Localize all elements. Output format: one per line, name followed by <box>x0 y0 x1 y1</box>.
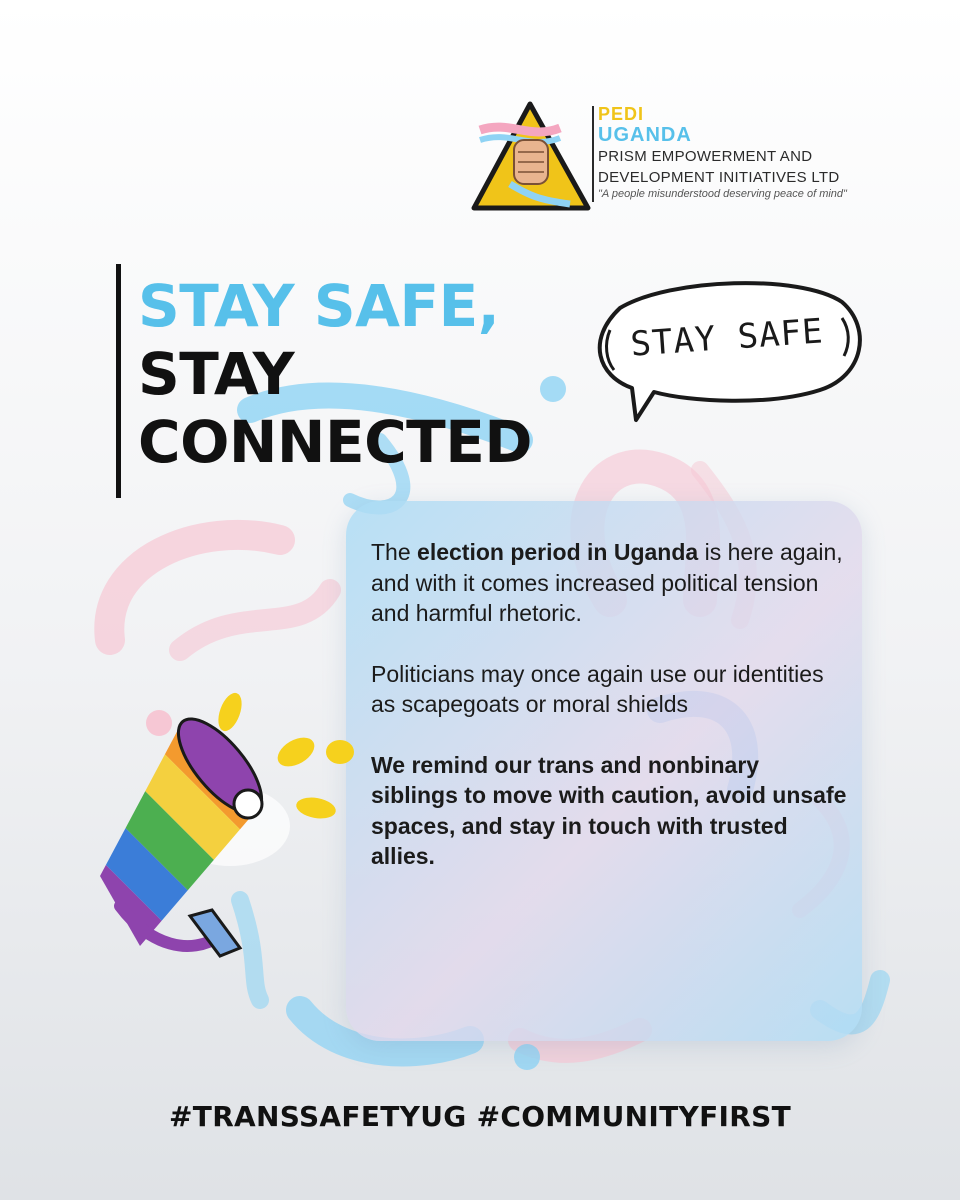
logo-name-pedi: PEDI <box>598 104 645 124</box>
logo-name-uganda: UGANDA <box>598 124 692 146</box>
logo-divider <box>592 106 594 202</box>
message-text <box>371 537 851 902</box>
headline-line-3: CONNECTED <box>138 408 532 476</box>
megaphone-icon <box>80 686 380 976</box>
headline-line-1: STAY SAFE, <box>138 272 500 340</box>
headline-accent-bar <box>116 264 121 498</box>
message-paragraph-3: We remind our trans and nonbinary siblings to move with caution, avoid unsafe spaces, and stay in touch with trusted allies. <box>371 751 847 869</box>
message-paragraph-1 <box>371 537 851 629</box>
logo-text <box>598 104 898 201</box>
message-paragraph-2: Politicians may once again use our identities as scapegoats or moral shields <box>371 660 824 717</box>
message-p1-bold: election period in Uganda <box>417 539 699 565</box>
headline <box>138 272 532 476</box>
logo-org-line1: PRISM EMPOWERMENT AND <box>598 148 813 165</box>
speech-bubble-text: STAY SAFE <box>629 311 825 365</box>
message-p1-post: is here again, and with it comes increased political tension and harmful rhetoric. <box>371 539 843 626</box>
pedi-uganda-logo <box>470 100 890 210</box>
message-p1-pre: The <box>371 539 418 565</box>
hashtags: #TRANSSAFETYUG #COMMUNITYFIRST <box>169 1100 791 1133</box>
headline-line-2: STAY <box>138 340 295 408</box>
logo-tagline: "A people misunderstood deserving peace of mind" <box>598 188 847 200</box>
fist-triangle-logo-icon <box>470 100 600 212</box>
logo-org-line2: DEVELOPMENT INITIATIVES LTD <box>598 169 840 186</box>
